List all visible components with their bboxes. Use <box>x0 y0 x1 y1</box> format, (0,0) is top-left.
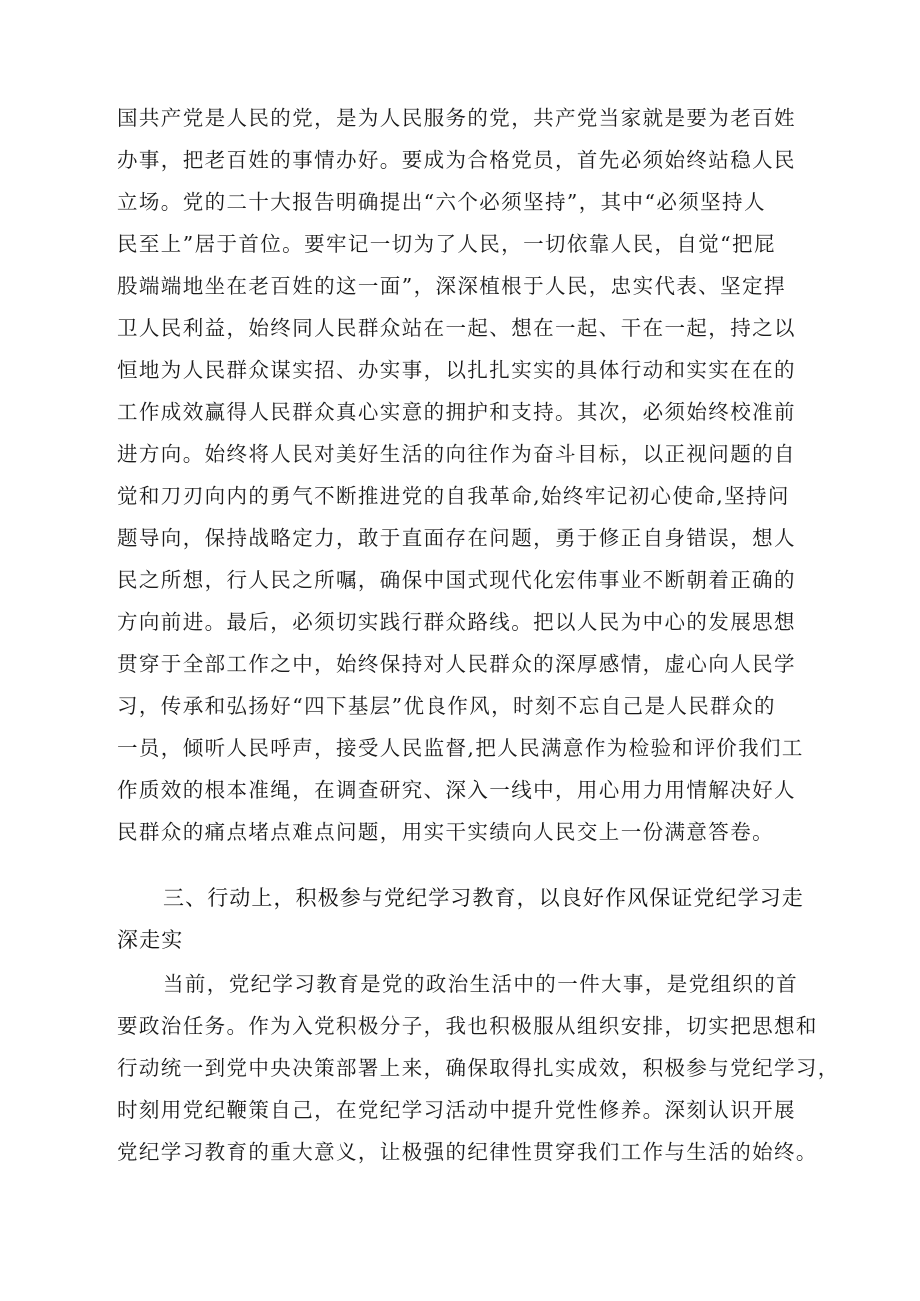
text-line: 恒地为人民群众谋实招、办实事，以扎扎实实的具体行动和实实在在的 <box>117 358 796 382</box>
text-line: 民群众的痛点堵点难点问题，用实干实绩向人民交上一份满意答卷。 <box>117 820 774 844</box>
text-line: 立场。党的二十大报告明确提出“六个必须坚持”，其中“必须坚持人 <box>117 190 766 214</box>
section-heading <box>117 877 847 961</box>
text-line: 作质效的根本准绳，在调查研究、深入一线中，用心用力用情解决好人 <box>117 778 796 802</box>
text-line: 一员，倾听人民呼声，接受人民监督,把人民满意作为检验和评价我们工 <box>117 736 804 760</box>
text-line: 卫人民利益，始终同人民群众站在一起、想在一起、干在一起，持之以 <box>117 316 796 340</box>
text-line: 民至上”居于首位。要牢记一切为了人民，一切依靠人民，自觉“把屁 <box>117 232 776 256</box>
text-line: 工作成效赢得人民群众真心实意的拥护和支持。其次，必须始终校准前 <box>117 400 796 424</box>
heading-line: 三、行动上，积极参与党纪学习教育，以良好作风保证党纪学习走 <box>163 886 804 910</box>
text-line: 要政治任务。作为入党积极分子，我也积极服从组织安排，切实把思想和 <box>117 1014 818 1038</box>
text-line: 办事，把老百姓的事情办好。要成为合格党员，首先必须始终站稳人民 <box>117 148 796 172</box>
text-line: 股端端地坐在老百姓的这一面”，深深植根于人民，忠实代表、坚定捍 <box>117 274 786 298</box>
heading-line: 深走实 <box>117 928 184 952</box>
text-line: 贯穿于全部工作之中，始终保持对人民群众的深厚感情，虚心向人民学 <box>117 652 796 676</box>
text-line: 当前，党纪学习教育是党的政治生活中的一件大事，是党组织的首 <box>163 972 799 996</box>
text-line: 时刻用党纪鞭策自己，在党纪学习活动中提升党性修养。深刻认识开展 <box>117 1098 796 1122</box>
text-line: 国共产党是人民的党，是为人民服务的党，共产党当家就是要为老百姓 <box>117 106 796 130</box>
text-line: 民之所想，行人民之所嘱，确保中国式现代化宏伟事业不断朝着正确的 <box>117 568 796 592</box>
text-line: 习，传承和弘扬好“四下基层”优良作风，时刻不忘自己是人民群众的 <box>117 694 776 718</box>
text-line: 题导向，保持战略定力，敢于直面存在问题，勇于修正自身错误，想人 <box>117 526 796 550</box>
paragraph-discipline-study <box>117 963 840 1173</box>
text-line: 行动统一到党中央决策部署上来，确保取得扎实成效，积极参与党纪学习， <box>117 1056 840 1080</box>
text-line: 方向前进。最后，必须切实践行群众路线。把以人民为中心的发展思想 <box>117 610 796 634</box>
text-line: 进方向。始终将人民对美好生活的向往作为奋斗目标，以正视问题的自 <box>117 442 796 466</box>
text-line: 觉和刀刃向内的勇气不断推进党的自我革命,始终牢记初心使命,坚持问 <box>117 484 790 508</box>
paragraph-people-centered <box>117 97 837 853</box>
text-line: 党纪学习教育的重大意义，让极强的纪律性贯穿我们工作与生活的始终。 <box>117 1140 818 1164</box>
